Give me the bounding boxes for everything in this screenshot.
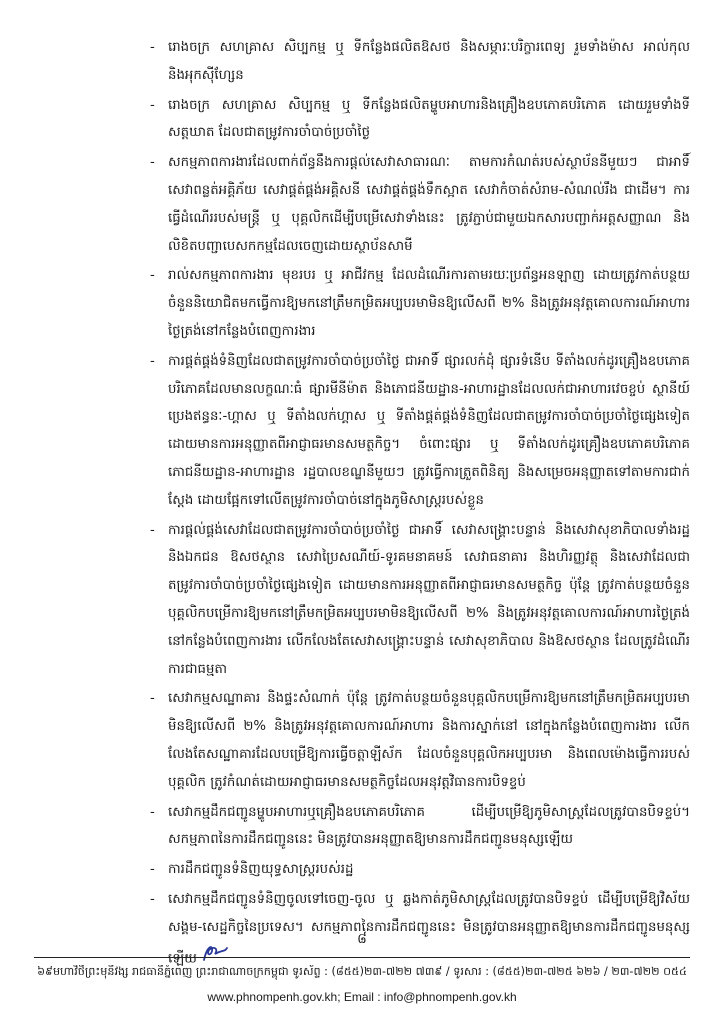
list-item-text: ការផ្តល់ផ្គង់សេវាដែលជាតម្រូវការចាំបាច់ប្រចាំថ្ងៃ ជាអាទិ៍ សេវាសង្គ្រោះបន្ទាន់ និងសេវាសុខាភិបាលទាំងរដ្ឋ និងឯកជន ឱសថស្ថាន សេវាប្រៃសណីយ៍-ទូរគមនាគមន៍ សេវាធនាគារ និងហិរញ្ញវត្ថុ និងសេវាដែលជាតម្រូវការចាំបាច់ប្រចាំថ្ងៃផ្សេងទៀត ដោយមានការអនុញ្ញាតពីអាជ្ញាធរមានសមត្ថកិច្ច ប៉ុន្តែ ត្រូវកាត់បន្ថយចំនួនបុគ្គលិកបម្រើការឱ្យមកនៅត្រឹមកម្រិតអប្បបរមាមិនឱ្យលើសពី ២% និងត្រូវអនុវត្តគោលការណ៍អាហារថ្ងៃត្រង់នៅកន្លែងបំពេញការងារ លើកលែងតែសេវាសង្គ្រោះបន្ទាន់ សេវាសុខាភិបាល និងឱសថស្ថាន ដែលត្រូវដំណើរការជាធម្មតា [168,522,690,677]
list-item [150,348,690,515]
list-item-text: រោងចក្រ សហគ្រាស សិប្បកម្ម ឬ ទីកន្លែងផលិតម្ហូបអាហារនិងគ្រឿងឧបភោគបរិភោគ ដោយរួមទាំងទីសត្តឃាត ដែលជាតម្រូវការចាំបាច់ប្រចាំថ្ងៃ [168,97,690,141]
list-item [150,685,690,796]
bullet-list [150,34,690,976]
list-item-text: ការផ្គត់ផ្គង់ទំនិញដែលជាតម្រូវការចាំបាច់ប្រចាំថ្ងៃ ជាអាទិ៍ ផ្សារលក់ដុំ ផ្សារទំនើប ទីតាំងលក់ដូរគ្រឿងឧបភោគបរិភោគដែលមានលក្ខណៈធំ ផ្សារមីនីម៉ាត និងភោជនីយដ្ឋាន-អាហារដ្ឋានដែលលក់ជាអាហារវេចខ្ចប់ ស្ថានីយ៍ប្រេងឥន្ធនៈ-ហ្គាស ឬ ទីតាំងលក់ហ្គាស ឬ ទីតាំងផ្គត់ផ្គង់ទំនិញដែលជាតម្រូវការចាំបាច់ប្រចាំថ្ងៃផ្សេងទៀតដោយមានការអនុញ្ញាតពីអាជ្ញាធរមានសមត្ថកិច្ច។ ចំពោះផ្សារ ឬ ទីតាំងលក់ដូរគ្រឿងឧបភោគបរិភោគ ភោជនីយដ្ឋាន-អាហារដ្ឋាន រដ្ឋបាលខណ្ឌនីមួយៗ ត្រូវធ្វើការត្រួតពិនិត្យ និងសម្រេចអនុញ្ញាតទៅតាមការជាក់ស្តែង ដោយផ្អែកទៅលើតម្រូវការចាំបាច់នៅក្នុងភូមិសាស្ត្ររបស់ខ្លួន [168,353,690,508]
bullet-marker: - [150,268,155,284]
list-item [150,517,690,684]
list-item [150,34,690,90]
page-number: ៨ [357,931,367,947]
list-item [150,262,690,345]
list-item-text: សេវាកម្មដឹកជញ្ជូនទំនិញចូលទៅចេញ-ចូល ឬ ឆ្លងកាត់ភូមិសាស្ត្រដែលត្រូវបានបិទខ្ទប់ ដើម្បីបម្រើឱ្យវិស័យសង្គម-សេដ្ឋកិច្ចនៃប្រទេស។ សកម្មភាពនៃការដឹកជញ្ជូននេះ មិនត្រូវបានអនុញ្ញាតឱ្យមានការដឹកជញ្ជូនមនុស្សឡើយ [168,891,690,966]
list-item [150,92,690,148]
list-item-text: សេវាកម្មដឹកជញ្ជូនម្ហូបអាហារឬគ្រឿងឧបភោគបរិភោគ ដើម្បីបម្រើឱ្យភូមិសាស្ត្រដែលត្រូវបានបិទខ្ទប់។ សកម្មភាពនៃការដឹកជញ្ជូននេះ មិនត្រូវបានអនុញ្ញាតឱ្យមានការដឹកជញ្ជូនមនុស្សឡើយ [168,804,690,848]
list-item-text: សេវាកម្មសណ្ឋាគារ និងផ្ទះសំណាក់ ប៉ុន្តែ ត្រូវកាត់បន្ថយចំនួនបុគ្គលិកបម្រើការឱ្យមកនៅត្រឹមកម្រិតអប្បបរមាមិនឱ្យលើសពី ២% និងត្រូវអនុវត្តគោលការណ៍អាហារ និងការស្នាក់នៅ នៅក្នុងកន្លែងបំពេញការងារ លើកលែងតែសណ្ឋាគារដែលបម្រើឱ្យការធ្វើចត្តាឡីស័ក ដែលចំនួនបុគ្គលិកអប្បបរមា និងពេលម៉ោងធ្វើការរបស់បុគ្គលិក ត្រូវកំណត់ដោយអាជ្ញាធរមានសមត្ថកិច្ចដែលអនុវត្តវិធានការបិទខ្ទប់ [168,691,690,790]
bullet-marker: - [150,691,155,707]
bullet-marker: - [150,155,155,171]
list-item-text: ការដឹកជញ្ជូនទំនិញយុទ្ធសាស្ត្ររបស់រដ្ឋ [168,862,354,878]
footer-address: ៦៩មហាវិថីព្រះមុនីវង្ស រាជធានីភ្នំពេញ ព្រះរាជាណាចក្រកម្ពុជា ទូរស័ព្ទ : (៨៥៥)២៣-៧២២ ៧៣៩ / ទូរសារ : (៨៥៥)២៣-៧២៥ ៦២៦ / ២៣-៧២២ ០៥៤ [37,965,687,978]
list-item [150,149,690,260]
list-item [150,799,690,855]
bullet-marker: - [150,522,155,538]
bullet-marker: - [150,353,155,369]
footer-contact: www.phnompenh.gov.kh; Email : info@phnompenh.gov.kh [207,990,517,1004]
list-item-text: រាល់សកម្មភាពការងារ មុខរបរ ឬ អាជីវកម្ម ដែលដំណើរការតាមរយៈប្រព័ន្ធអនឡាញ ដោយត្រូវកាត់បន្ថយចំនួននិយោជិតមកធ្វើការឱ្យមកនៅត្រឹមកម្រិតអប្បបរមាមិនឱ្យលើសពី ២% និងត្រូវអនុវត្តគោលការណ៍អាហារថ្ងៃត្រង់នៅកន្លែងបំពេញការងារ [168,268,690,339]
bullet-marker: - [150,97,155,113]
list-item [150,856,690,884]
list-item-text: សកម្មភាពការងារដែលពាក់ព័ន្ធនឹងការផ្តល់សេវាសាធារណៈ តាមការកំណត់របស់ស្ថាប័ននីមួយៗ ជាអាទិ៍ សេវាពន្លត់អគ្គិភ័យ សេវាផ្គត់ផ្គង់អគ្គិសនី សេវាផ្គត់ផ្គង់ទឹកស្អាត សេវាកំចាត់សំរាម-សំណល់រឹង ជាដើម។ ការធ្វើដំណើររបស់មន្ត្រី ឬ បុគ្គលិកដើម្បីបម្រើសេវាទាំងនេះ ត្រូវភ្ជាប់ជាមួយឯកសារបញ្ជាក់អត្តសញ្ញាណ និងលិខិតបញ្ជាបេសកកម្មដែលចេញដោយស្ថាប័នសាមី [168,155,690,254]
bullet-marker: - [150,862,155,878]
bullet-marker: - [150,40,155,55]
bullet-marker: - [150,891,155,907]
bullet-marker: - [150,804,155,820]
list-item-text: រោងចក្រ សហគ្រាស សិប្បកម្ម ឬ ទីកន្លែងផលិតឱសថ និងសម្ភារៈបរិក្ខារពេទ្យ រួមទាំងម៉ាស អាល់កុល និងអុកស៊ីហ្សែន [168,40,690,83]
footer-divider [34,957,690,958]
